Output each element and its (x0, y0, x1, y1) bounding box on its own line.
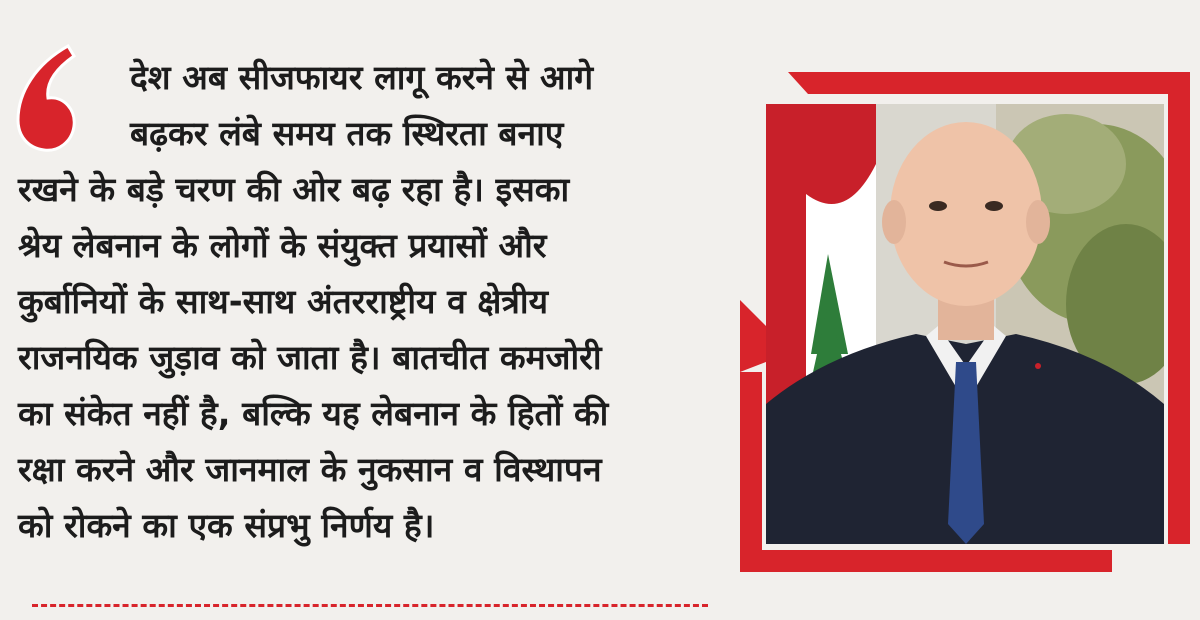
quote-text (18, 50, 738, 554)
photo-frame (730, 72, 1190, 582)
quote-line: रखने के बड़े चरण की ओर बढ़ रहा है। इसका (18, 170, 570, 209)
quote-line: का संकेत नहीं है, बल्कि यह लेबनान के हितों की (18, 394, 609, 433)
quote-line: देश अब सीजफायर लागू करने से आगे (130, 58, 594, 97)
quote-line: बढ़कर लंबे समय तक स्थिरता बनाए (130, 114, 564, 153)
portrait-photo (766, 104, 1164, 544)
quote-line: को रोकने का एक संप्रभु निर्णय है। (18, 506, 435, 545)
dashed-divider (32, 604, 708, 607)
quote-line: राजनयिक जुड़ाव को जाता है। बातचीत कमजोरी (18, 338, 602, 377)
quote-line: श्रेय लेबनान के लोगों के संयुक्त प्रयासों और (18, 226, 547, 265)
quote-line: रक्षा करने और जानमाल के नुकसान व विस्थापन (18, 450, 602, 489)
quote-line: कुर्बानियों के साथ-साथ अंतरराष्ट्रीय व क्षेत्रीय (18, 282, 548, 321)
